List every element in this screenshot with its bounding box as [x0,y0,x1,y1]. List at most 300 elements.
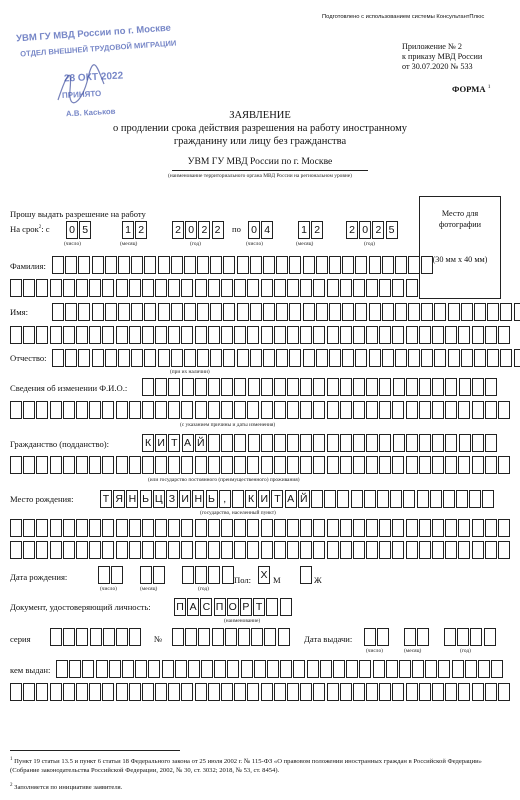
char-cell[interactable] [287,541,299,559]
char-cell[interactable] [10,456,22,474]
char-cell[interactable] [320,660,332,678]
char-cell[interactable] [353,434,365,452]
char-cell[interactable]: И [179,490,191,508]
char-cell[interactable] [353,279,365,297]
char-cell[interactable] [155,279,167,297]
char-cell[interactable] [432,519,444,537]
char-cell[interactable] [247,279,259,297]
char-cell[interactable] [366,401,378,419]
char-cell[interactable] [366,683,378,701]
char-cell[interactable] [148,660,160,678]
char-cell[interactable] [307,660,319,678]
patronymic-cells[interactable] [52,349,520,367]
char-cell[interactable] [327,683,339,701]
char-cell[interactable] [458,519,470,537]
document-number-cells[interactable] [172,628,291,646]
char-cell[interactable]: Т [168,434,180,452]
char-cell[interactable] [131,349,143,367]
char-cell[interactable] [459,434,471,452]
char-cell[interactable] [197,349,209,367]
char-cell[interactable] [237,256,249,274]
char-cell[interactable]: А [285,490,297,508]
char-cell[interactable] [353,326,365,344]
char-cell[interactable] [452,660,464,678]
char-cell[interactable] [89,519,101,537]
char-cell[interactable] [514,349,520,367]
char-cell[interactable] [142,326,154,344]
char-cell[interactable] [172,628,184,646]
char-cell[interactable]: П [174,598,186,616]
char-cell[interactable] [234,434,246,452]
char-cell[interactable] [50,456,62,474]
char-cell[interactable] [355,256,367,274]
char-cell[interactable] [377,628,389,646]
char-cell[interactable] [116,456,128,474]
char-cell[interactable] [168,519,180,537]
char-cell[interactable] [129,541,141,559]
char-cell[interactable] [392,683,404,701]
char-cell[interactable]: Т [271,490,283,508]
char-cell[interactable] [392,519,404,537]
char-cell[interactable] [158,256,170,274]
char-cell[interactable] [263,349,275,367]
char-cell[interactable] [96,660,108,678]
char-cell[interactable] [234,541,246,559]
char-cell[interactable] [155,541,167,559]
char-cell[interactable] [247,541,259,559]
char-cell[interactable] [261,683,273,701]
char-cell[interactable] [366,326,378,344]
char-cell[interactable] [78,303,90,321]
char-cell[interactable] [36,456,48,474]
char-cell[interactable] [63,628,75,646]
char-cell[interactable] [23,456,35,474]
char-cell[interactable] [469,490,481,508]
char-cell[interactable] [327,519,339,537]
char-cell[interactable] [390,490,402,508]
char-cell[interactable] [491,660,503,678]
char-cell[interactable] [421,303,433,321]
char-cell[interactable] [353,456,365,474]
char-cell[interactable]: С [200,598,212,616]
char-cell[interactable] [470,628,482,646]
char-cell[interactable] [129,628,141,646]
char-cell[interactable] [76,541,88,559]
name-cells-2[interactable] [10,326,511,344]
char-cell[interactable]: 0 [359,221,371,239]
char-cell[interactable] [445,434,457,452]
char-cell[interactable]: К [142,434,154,452]
char-cell[interactable] [168,683,180,701]
char-cell[interactable] [369,303,381,321]
char-cell[interactable] [89,456,101,474]
char-cell[interactable] [266,598,278,616]
char-cell[interactable] [76,683,88,701]
char-cell[interactable] [158,349,170,367]
char-cell[interactable] [36,683,48,701]
char-cell[interactable] [221,326,233,344]
char-cell[interactable] [102,279,114,297]
sex-female-checkbox[interactable] [300,566,312,584]
char-cell[interactable] [406,456,418,474]
char-cell[interactable] [392,279,404,297]
char-cell[interactable] [419,456,431,474]
char-cell[interactable] [280,598,292,616]
char-cell[interactable] [248,378,260,396]
char-cell[interactable] [76,326,88,344]
char-cell[interactable] [118,349,130,367]
char-cell[interactable]: 0 [185,221,197,239]
char-cell[interactable] [478,660,490,678]
char-cell[interactable] [197,303,209,321]
char-cell[interactable] [23,519,35,537]
char-cell[interactable] [227,660,239,678]
name-change-cells-1[interactable] [142,378,498,396]
char-cell[interactable] [498,541,510,559]
char-cell[interactable] [10,279,22,297]
birthplace-cells[interactable] [100,490,496,508]
char-cell[interactable]: 2 [311,221,323,239]
char-cell[interactable] [76,519,88,537]
char-cell[interactable] [102,326,114,344]
char-cell[interactable] [274,541,286,559]
char-cell[interactable] [379,326,391,344]
char-cell[interactable] [485,541,497,559]
char-cell[interactable] [122,660,134,678]
char-cell[interactable] [222,566,234,584]
char-cell[interactable] [364,628,376,646]
char-cell[interactable] [36,541,48,559]
char-cell[interactable] [82,660,94,678]
char-cell[interactable] [340,541,352,559]
char-cell[interactable] [129,519,141,537]
char-cell[interactable] [129,683,141,701]
char-cell[interactable] [456,490,468,508]
char-cell[interactable] [329,303,341,321]
char-cell[interactable] [223,256,235,274]
char-cell[interactable] [158,303,170,321]
char-cell[interactable] [448,303,460,321]
char-cell[interactable] [221,378,233,396]
char-cell[interactable] [432,456,444,474]
char-cell[interactable] [500,349,512,367]
char-cell[interactable] [208,456,220,474]
char-cell[interactable] [274,326,286,344]
from-year-cells[interactable] [172,221,225,239]
birthplace-cells-3[interactable] [10,541,511,559]
char-cell[interactable] [313,279,325,297]
char-cell[interactable] [225,628,237,646]
char-cell[interactable] [261,519,273,537]
char-cell[interactable] [445,456,457,474]
char-cell[interactable] [353,519,365,537]
issue-day-cells[interactable] [364,628,390,646]
char-cell[interactable] [261,279,273,297]
char-cell[interactable] [458,456,470,474]
char-cell[interactable] [369,256,381,274]
char-cell[interactable] [261,401,273,419]
char-cell[interactable] [92,303,104,321]
char-cell[interactable] [89,326,101,344]
char-cell[interactable] [103,628,115,646]
char-cell[interactable] [434,303,446,321]
char-cell[interactable] [485,434,497,452]
char-cell[interactable] [500,303,512,321]
char-cell[interactable] [69,660,81,678]
char-cell[interactable]: Ц [153,490,165,508]
to-month-cells[interactable] [298,221,324,239]
char-cell[interactable] [23,541,35,559]
char-cell[interactable] [118,303,130,321]
char-cell[interactable] [184,303,196,321]
char-cell[interactable] [445,541,457,559]
char-cell[interactable] [287,378,299,396]
char-cell[interactable] [78,349,90,367]
char-cell[interactable] [175,660,187,678]
birth-month-cells[interactable] [140,566,166,584]
char-cell[interactable] [247,519,259,537]
char-cell[interactable] [76,456,88,474]
char-cell[interactable] [313,401,325,419]
char-cell[interactable] [342,303,354,321]
issue-year-cells[interactable] [444,628,497,646]
char-cell[interactable] [472,519,484,537]
char-cell[interactable] [425,660,437,678]
char-cell[interactable] [340,279,352,297]
char-cell[interactable] [327,378,339,396]
char-cell[interactable] [329,256,341,274]
char-cell[interactable] [379,541,391,559]
char-cell[interactable] [359,660,371,678]
issue-month-cells[interactable] [404,628,430,646]
char-cell[interactable] [76,628,88,646]
char-cell[interactable] [445,519,457,537]
surname-cells-2[interactable] [10,279,419,297]
document-cells[interactable] [174,598,293,616]
char-cell[interactable] [232,490,244,508]
char-cell[interactable] [144,303,156,321]
char-cell[interactable] [247,683,259,701]
char-cell[interactable] [432,434,444,452]
char-cell[interactable] [247,456,259,474]
char-cell[interactable] [303,256,315,274]
char-cell[interactable] [155,378,167,396]
char-cell[interactable] [287,401,299,419]
char-cell[interactable] [337,490,349,508]
char-cell[interactable] [311,490,323,508]
char-cell[interactable] [195,401,207,419]
char-cell[interactable] [392,401,404,419]
char-cell[interactable] [142,378,154,396]
char-cell[interactable]: А [187,598,199,616]
char-cell[interactable] [382,303,394,321]
to-day-cells[interactable] [248,221,274,239]
char-cell[interactable] [234,401,246,419]
surname-cells-1[interactable] [52,256,434,274]
char-cell[interactable] [237,303,249,321]
char-cell[interactable] [36,401,48,419]
char-cell[interactable] [287,279,299,297]
char-cell[interactable] [406,683,418,701]
char-cell[interactable] [50,519,62,537]
char-cell[interactable] [445,683,457,701]
char-cell[interactable] [313,456,325,474]
char-cell[interactable] [353,541,365,559]
char-cell[interactable] [485,456,497,474]
char-cell[interactable] [234,456,246,474]
char-cell[interactable] [251,628,263,646]
char-cell[interactable] [23,401,35,419]
char-cell[interactable] [234,683,246,701]
char-cell[interactable] [300,401,312,419]
char-cell[interactable] [10,541,22,559]
char-cell[interactable] [287,683,299,701]
char-cell[interactable] [129,279,141,297]
char-cell[interactable] [458,683,470,701]
char-cell[interactable] [118,256,130,274]
char-cell[interactable] [102,541,114,559]
char-cell[interactable] [274,519,286,537]
char-cell[interactable] [498,683,510,701]
sex-male-checkbox[interactable]: Х [258,566,270,584]
char-cell[interactable] [408,303,420,321]
char-cell[interactable] [188,660,200,678]
char-cell[interactable] [377,490,389,508]
char-cell[interactable] [342,256,354,274]
char-cell[interactable] [395,349,407,367]
char-cell[interactable] [10,326,22,344]
char-cell[interactable] [432,683,444,701]
char-cell[interactable] [474,303,486,321]
char-cell[interactable] [364,490,376,508]
char-cell[interactable] [210,349,222,367]
char-cell[interactable] [261,541,273,559]
char-cell[interactable] [267,660,279,678]
char-cell[interactable] [250,303,262,321]
char-cell[interactable] [181,279,193,297]
char-cell[interactable] [417,490,429,508]
char-cell[interactable] [432,378,444,396]
char-cell[interactable] [250,349,262,367]
char-cell[interactable] [116,519,128,537]
char-cell[interactable] [89,401,101,419]
char-cell[interactable] [382,256,394,274]
char-cell[interactable] [472,541,484,559]
char-cell[interactable] [274,378,286,396]
char-cell[interactable] [129,456,141,474]
char-cell[interactable] [208,519,220,537]
char-cell[interactable] [419,683,431,701]
char-cell[interactable] [419,541,431,559]
char-cell[interactable] [111,566,123,584]
char-cell[interactable] [264,628,276,646]
char-cell[interactable] [340,378,352,396]
char-cell[interactable] [105,349,117,367]
char-cell[interactable] [393,434,405,452]
char-cell[interactable] [162,660,174,678]
char-cell[interactable] [109,660,121,678]
char-cell[interactable] [379,279,391,297]
char-cell[interactable] [171,349,183,367]
char-cell[interactable] [52,303,64,321]
char-cell[interactable] [195,279,207,297]
char-cell[interactable] [10,401,22,419]
char-cell[interactable] [472,326,484,344]
char-cell[interactable] [459,378,471,396]
char-cell[interactable] [465,660,477,678]
char-cell[interactable] [135,660,147,678]
char-cell[interactable] [50,683,62,701]
char-cell[interactable] [198,628,210,646]
char-cell[interactable] [168,401,180,419]
char-cell[interactable] [369,349,381,367]
char-cell[interactable] [221,434,233,452]
char-cell[interactable] [195,519,207,537]
char-cell[interactable] [457,628,469,646]
char-cell[interactable] [498,401,510,419]
char-cell[interactable] [300,456,312,474]
char-cell[interactable] [287,326,299,344]
char-cell[interactable] [484,628,496,646]
char-cell[interactable] [208,541,220,559]
char-cell[interactable]: Н [126,490,138,508]
char-cell[interactable]: З [166,490,178,508]
char-cell[interactable] [300,326,312,344]
char-cell[interactable] [76,401,88,419]
char-cell[interactable] [346,660,358,678]
char-cell[interactable]: Р [240,598,252,616]
char-cell[interactable] [498,519,510,537]
char-cell[interactable] [485,683,497,701]
char-cell[interactable] [274,279,286,297]
char-cell[interactable] [261,326,273,344]
char-cell[interactable] [472,401,484,419]
char-cell[interactable] [63,519,75,537]
char-cell[interactable] [406,434,418,452]
char-cell[interactable] [223,349,235,367]
char-cell[interactable] [276,349,288,367]
char-cell[interactable]: Ь [206,490,218,508]
char-cell[interactable] [63,279,75,297]
char-cell[interactable] [366,279,378,297]
name-change-cells-2[interactable] [10,401,511,419]
char-cell[interactable] [327,326,339,344]
char-cell[interactable] [92,349,104,367]
char-cell[interactable] [98,566,110,584]
char-cell[interactable] [195,326,207,344]
char-cell[interactable] [185,628,197,646]
char-cell[interactable] [444,628,456,646]
char-cell[interactable] [50,279,62,297]
char-cell[interactable] [289,303,301,321]
char-cell[interactable] [65,349,77,367]
char-cell[interactable] [316,349,328,367]
char-cell[interactable] [140,566,152,584]
char-cell[interactable] [421,256,433,274]
char-cell[interactable] [461,349,473,367]
char-cell[interactable] [63,683,75,701]
char-cell[interactable] [417,628,429,646]
char-cell[interactable] [89,541,101,559]
birthplace-cells-2[interactable] [10,519,511,537]
char-cell[interactable] [472,378,484,396]
char-cell[interactable] [472,683,484,701]
char-cell[interactable] [63,456,75,474]
char-cell[interactable] [419,401,431,419]
char-cell[interactable] [392,541,404,559]
char-cell[interactable] [287,434,299,452]
char-cell[interactable] [65,303,77,321]
